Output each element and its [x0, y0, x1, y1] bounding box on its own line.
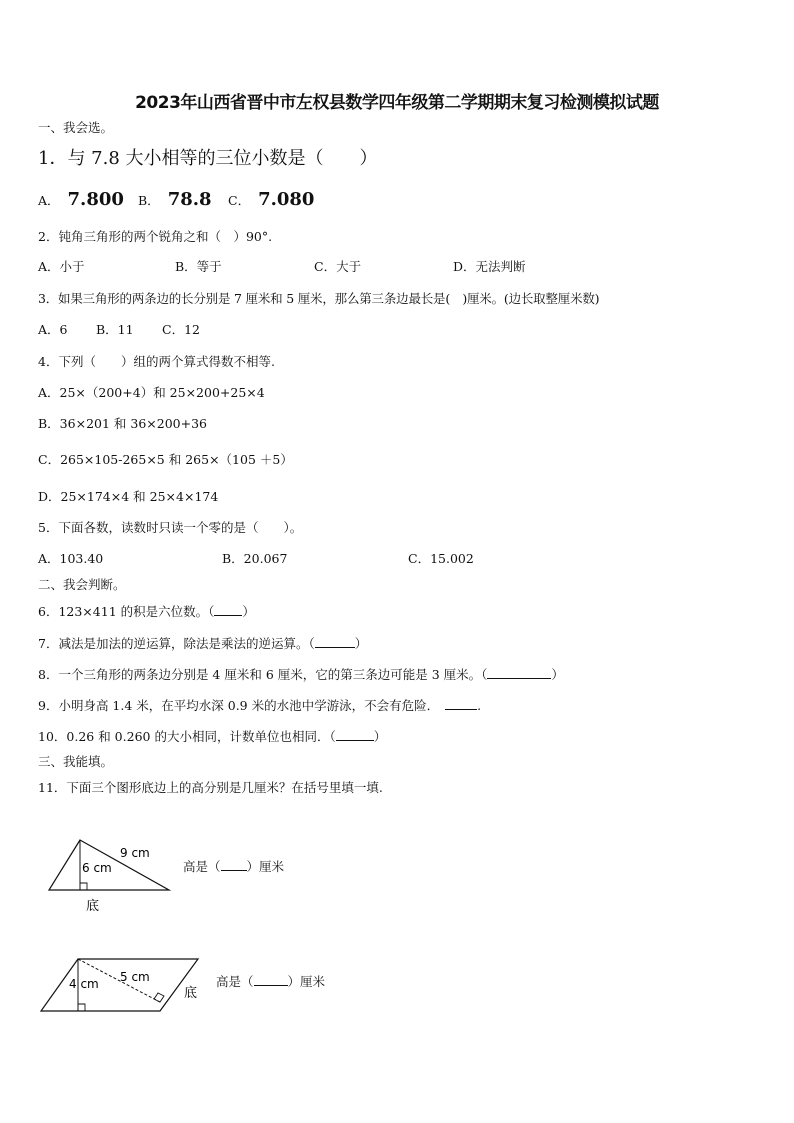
- option-value: 7.800: [67, 189, 124, 210]
- question-6-stem: 6．123×411 的积是六位数。（: [38, 604, 215, 619]
- answer-blank[interactable]: [445, 697, 477, 710]
- q5-option-a[interactable]: A．103.40: [38, 551, 104, 566]
- parallelogram-figure: [36, 952, 206, 1017]
- right-angle-mark: [78, 1004, 85, 1011]
- question-10-stem: 10．0.26 和 0.260 的大小相同，计数单位也相同．（: [38, 729, 336, 744]
- triangle-side-label: 9 cm: [120, 846, 150, 860]
- q2-option-b[interactable]: B．等于: [175, 259, 222, 274]
- question-5-stem: 5．下面各数，读数时只读一个零的是（ ）。: [38, 520, 303, 535]
- question-8-end: ）: [551, 667, 564, 682]
- answer-prefix: 高是（: [183, 859, 221, 874]
- question-4-stem: 4．下列（ ）组的两个算式得数不相等.: [38, 354, 275, 369]
- q3-option-c[interactable]: C．12: [162, 322, 200, 337]
- option-label: C．: [228, 193, 251, 208]
- right-angle-mark-2: [154, 993, 164, 1002]
- q1-option-c[interactable]: [228, 189, 314, 212]
- q4-option-d[interactable]: D．25×174×4 和 25×4×174: [38, 489, 219, 504]
- question-6-end: ）: [242, 604, 255, 619]
- question-7: [38, 635, 367, 652]
- right-angle-mark: [80, 883, 87, 890]
- q5-option-c[interactable]: C．15.002: [408, 551, 474, 566]
- answer-blank[interactable]: [214, 603, 242, 616]
- q2-option-c[interactable]: C．大于: [314, 259, 362, 274]
- parallelogram-outline: [41, 959, 198, 1011]
- triangle-base-label: 底: [86, 899, 100, 914]
- answer-blank[interactable]: [221, 858, 247, 871]
- parallelogram-base-label: 底: [184, 986, 198, 1001]
- question-6: [38, 603, 255, 620]
- answer-blank[interactable]: [315, 635, 355, 648]
- question-10-end: ）: [373, 729, 387, 744]
- triangle-height-label: 6 cm: [82, 861, 112, 875]
- question-9-end: .: [477, 698, 482, 713]
- q1-option-a[interactable]: [38, 189, 124, 212]
- option-value: 78.8: [167, 189, 212, 210]
- question-11-stem: 11．下面三个图形底边上的高分别是几厘米？在括号里填一填.: [38, 780, 383, 795]
- answer-blank[interactable]: [336, 728, 374, 741]
- answer-suffix: ）厘米: [246, 859, 285, 874]
- q1-option-b[interactable]: [138, 189, 212, 212]
- question-9: [38, 697, 481, 714]
- answer-blank[interactable]: [254, 973, 288, 986]
- q11-answer-1: [183, 858, 284, 875]
- option-label: B．: [138, 193, 160, 208]
- section-heading-1: 一、我会选。: [38, 120, 114, 135]
- q3-option-b[interactable]: B．11: [96, 322, 134, 337]
- triangle-figure: [40, 832, 180, 917]
- q4-option-a[interactable]: A．25×（200+4）和 25×200+25×4: [38, 385, 265, 400]
- option-label: A．: [38, 193, 60, 208]
- parallelogram-height-label: 4 cm: [69, 977, 99, 991]
- q2-option-d[interactable]: D．无法判断: [453, 259, 526, 274]
- q4-option-b[interactable]: B．36×201 和 36×200+36: [38, 416, 207, 431]
- option-value: 7.080: [258, 189, 315, 210]
- question-2-stem: 2．钝角三角形的两个锐角之和（ ）90°.: [38, 229, 273, 244]
- question-10: [38, 728, 386, 745]
- q2-option-a[interactable]: A．小于: [38, 259, 85, 274]
- question-9-stem: 9．小明身高 1.4 米，在平均水深 0.9 米的水池中学游泳，不会有危险．: [38, 698, 440, 713]
- question-1-stem: 1．与 7.8 大小相等的三位小数是（ ）: [38, 148, 378, 169]
- question-8: [38, 666, 564, 683]
- question-3-stem: 3．如果三角形的两条边的长分别是 7 厘米和 5 厘米，那么第三条边最长是( )厘米。(边长取整厘米数): [38, 291, 600, 306]
- page-title: 2023年山西省晋中市左权县数学四年级第二学期期末复习检测模拟试题: [135, 93, 659, 113]
- q4-option-c[interactable]: C．265×105-265×5 和 265×（105 ＋5）: [38, 452, 293, 467]
- section-heading-3: 三、我能填。: [38, 754, 114, 769]
- question-7-end: ）: [354, 636, 368, 651]
- q5-option-b[interactable]: B．20.067: [222, 551, 288, 566]
- question-7-stem: 7．减法是加法的逆运算，除法是乘法的逆运算。（: [38, 636, 315, 651]
- answer-suffix: ）厘米: [287, 974, 326, 989]
- parallelogram-diag-label: 5 cm: [120, 970, 150, 984]
- q3-option-a[interactable]: A．6: [38, 322, 68, 337]
- answer-blank[interactable]: [487, 666, 551, 679]
- section-heading-2: 二、我会判断。: [38, 577, 126, 592]
- q11-answer-2: [216, 973, 325, 990]
- question-8-stem: 8．一个三角形的两条边分别是 4 厘米和 6 厘米，它的第三条边可能是 3 厘米。（: [38, 667, 488, 682]
- answer-prefix: 高是（: [216, 974, 254, 989]
